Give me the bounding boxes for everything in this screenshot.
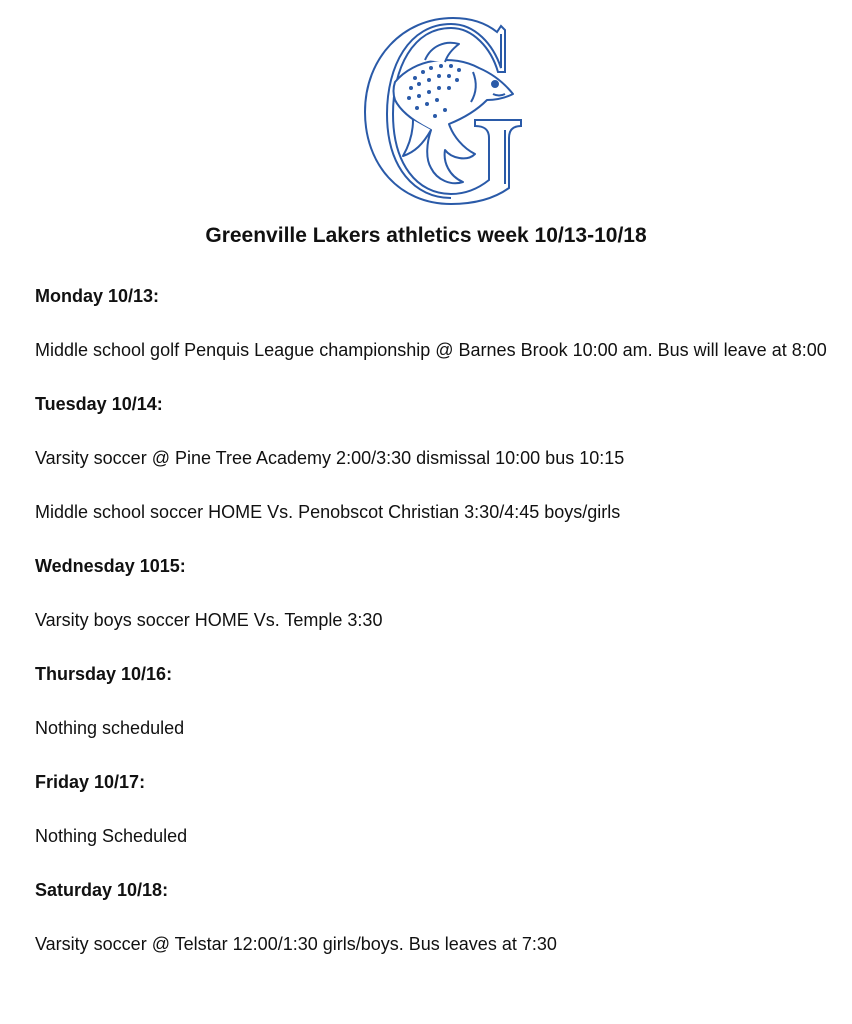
page-title: Greenville Lakers athletics week 10/13-10/18 — [205, 224, 647, 247]
day-heading-tuesday: Tuesday 10/14: — [35, 394, 163, 414]
day-heading-monday: Monday 10/13: — [35, 286, 160, 306]
day-heading-saturday: Saturday 10/18: — [35, 880, 169, 900]
event-tuesday-varsity-soccer: Varsity soccer @ Pine Tree Academy 2:00/3:30 dismissal 10:00 bus 10:15 — [35, 448, 625, 468]
event-monday-golf: Middle school golf Penquis League championship @ Barnes Brook 10:00 am. Bus will leave at 8:00 — [35, 340, 827, 360]
event-wednesday-boys-soccer: Varsity boys soccer HOME Vs. Temple 3:30 — [35, 610, 383, 630]
event-tuesday-middle-school-soccer: Middle school soccer HOME Vs. Penobscot Christian 3:30/4:45 boys/girls — [35, 502, 621, 522]
day-heading-wednesday: Wednesday 1015: — [35, 556, 186, 576]
event-saturday-varsity-soccer: Varsity soccer @ Telstar 12:00/1:30 girls/boys. Bus leaves at 7:30 — [35, 934, 557, 954]
logo — [355, 12, 525, 208]
day-heading-friday: Friday 10/17: — [35, 772, 146, 792]
g-fish-logo-icon — [355, 12, 525, 208]
event-thursday-none: Nothing scheduled — [35, 718, 185, 738]
day-heading-thursday: Thursday 10/16: — [35, 664, 173, 684]
event-friday-none: Nothing Scheduled — [35, 826, 188, 846]
schedule — [35, 283, 830, 957]
